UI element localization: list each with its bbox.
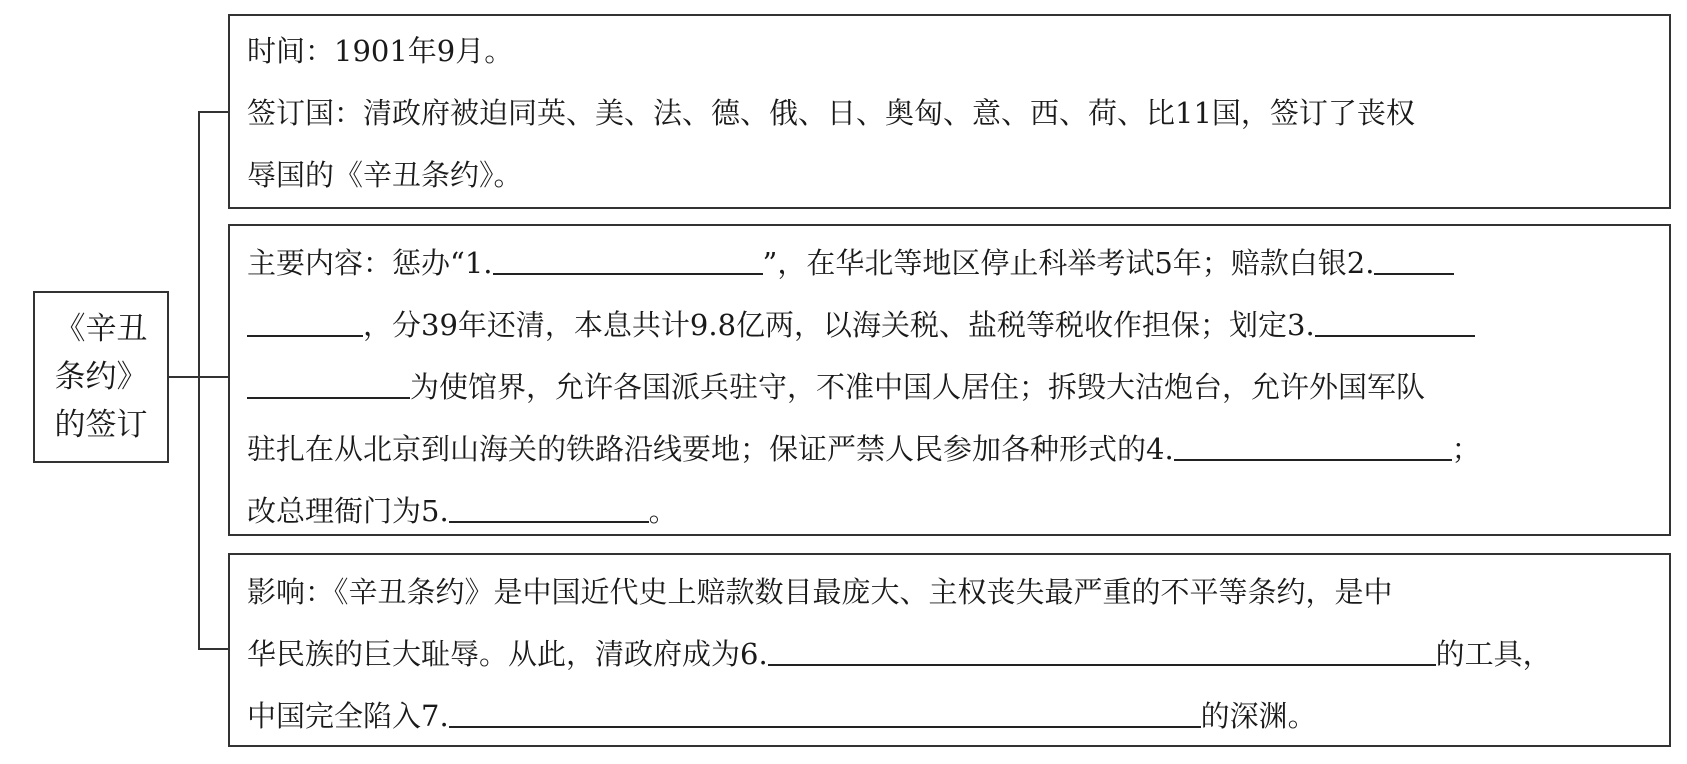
connector-vertical [198, 111, 200, 650]
blank-4[interactable] [1174, 423, 1452, 461]
content-line-4 [247, 418, 1669, 480]
connector-branch-1 [198, 111, 228, 113]
content-text-1b: ”，在华北等地区停止科举考试5年；赔款白银2. [762, 246, 1375, 280]
impact-line-2 [247, 623, 1669, 685]
blank-2-part-b[interactable] [247, 299, 363, 337]
impact-text-2a: 华民族的巨大耻辱。从此，清政府成为6. [247, 637, 768, 671]
impact-text-3a: 中国完全陷入7. [247, 699, 449, 733]
blank-5[interactable] [449, 485, 649, 523]
content-text-5b: 。 [648, 494, 678, 528]
content-text-3b: 为使馆界，允许各国派兵驻守，不准中国人居住；拆毁大沽炮台，允许外国军队 [410, 370, 1426, 404]
content-text-2b: ，分39年还清，本息共计9.8亿两，以海关税、盐税等税收作担保；划定3. [363, 308, 1315, 342]
connector-branch-3 [198, 648, 228, 650]
content-text-5a: 改总理衙门为5. [247, 494, 449, 528]
connector-branch-2 [198, 376, 228, 378]
impact-line-1: 影响：《辛丑条约》是中国近代史上赔款数目最庞大、主权丧失最严重的不平等条约，是中 [247, 575, 1393, 609]
blank-6[interactable] [768, 628, 1436, 666]
topic-line-1: 《辛丑 [54, 311, 148, 347]
content-line-1 [247, 232, 1669, 294]
impact-text-2b: 的工具， [1435, 637, 1552, 671]
topic-line-2: 条约》 [54, 359, 148, 395]
blank-7[interactable] [449, 690, 1201, 728]
time-text: 时间：1901年9月。 [247, 34, 514, 68]
signatories-text-1: 签订国：清政府被迫同英、美、法、德、俄、日、奥匈、意、西、荷、比11国，签订了丧权 [247, 96, 1415, 130]
time-and-signatories-box [228, 14, 1671, 209]
impact-line-3 [247, 685, 1669, 747]
impact-box [228, 553, 1671, 747]
topic-line-3: 的签订 [54, 407, 148, 443]
content-text-4a: 驻扎在从北京到山海关的铁路沿线要地；保证严禁人民参加各种形式的4. [247, 432, 1174, 466]
content-text-4b: ； [1451, 432, 1481, 466]
blank-2-part-a[interactable] [1374, 237, 1454, 275]
impact-text-3b: 的深渊。 [1200, 699, 1317, 733]
blank-1[interactable] [493, 237, 763, 275]
topic-box [33, 291, 169, 463]
content-text-1a: 主要内容：惩办“1. [247, 246, 493, 280]
blank-3-part-a[interactable] [1315, 299, 1475, 337]
content-line-5 [247, 480, 1669, 542]
connector-horizontal-main [169, 376, 199, 378]
blank-3-part-b[interactable] [247, 361, 410, 399]
content-line-2 [247, 294, 1669, 356]
signatories-text-2: 辱国的《辛丑条约》。 [247, 158, 523, 192]
main-content-box [228, 224, 1671, 536]
content-line-3 [247, 356, 1669, 418]
